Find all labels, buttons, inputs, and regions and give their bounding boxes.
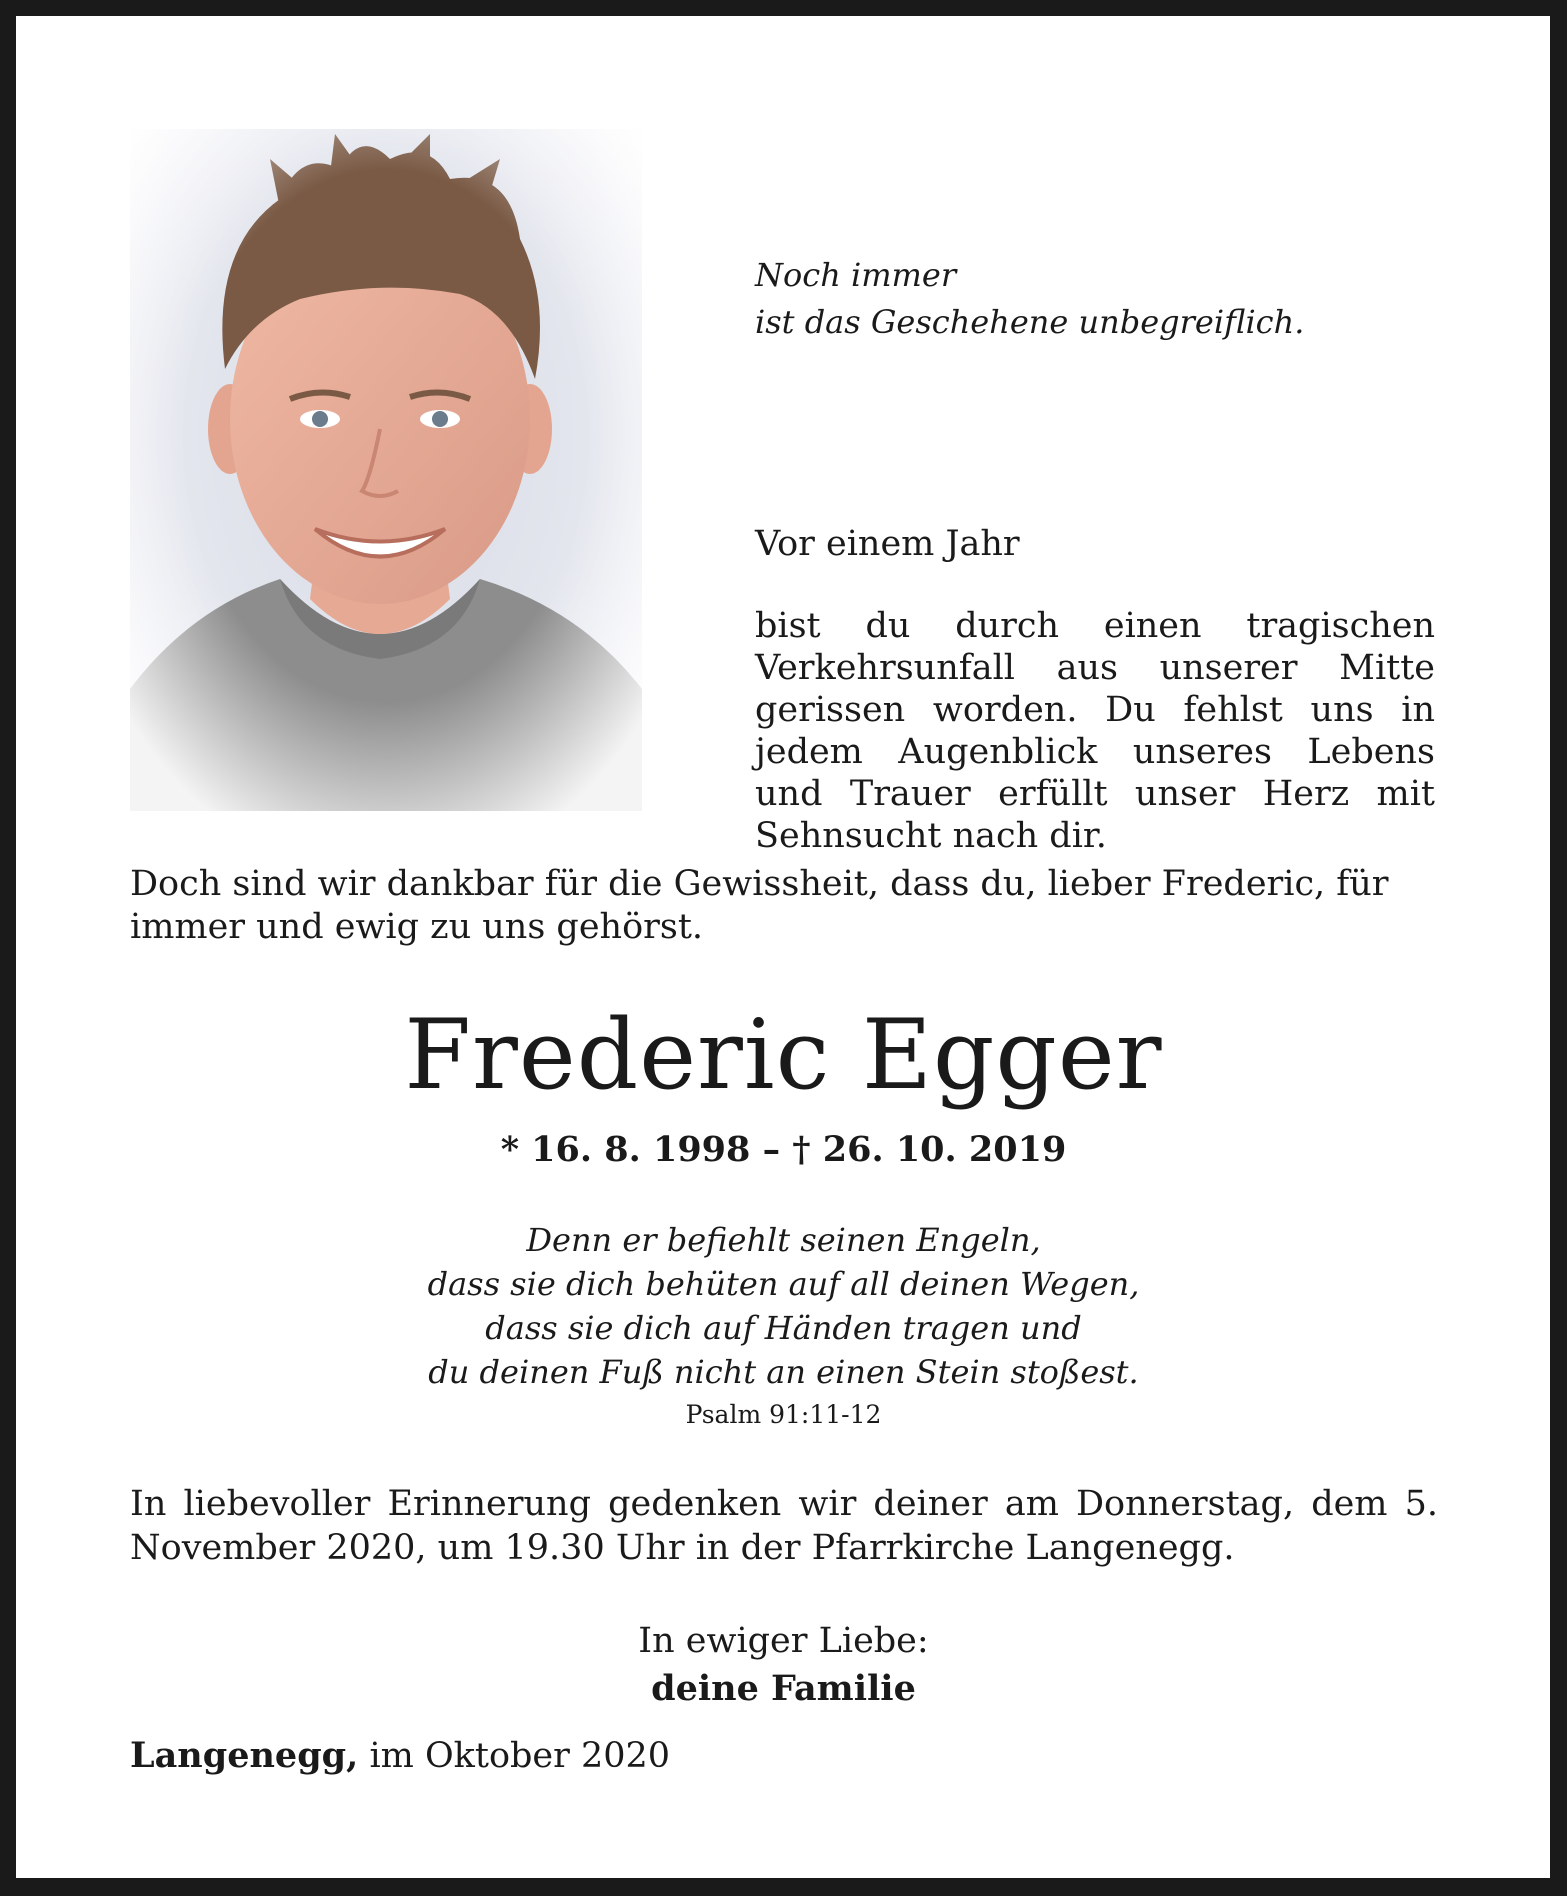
- intro-quote-line: ist das Geschehene unbegreiflich.: [755, 303, 1305, 341]
- footer-place: Langenegg,: [130, 1735, 359, 1776]
- verse-line: dass sie dich auf Händen tragen und: [485, 1309, 1082, 1347]
- footer-date: im Oktober 2020: [369, 1736, 671, 1776]
- deceased-name: Frederic Egger: [404, 999, 1163, 1111]
- memorial-announcement: In liebevoller Erinnerung gedenken wir deiner am Donnerstag, dem 5. November 2020, um 19.30 Uhr in der Pfarrkirche Langenegg.: [130, 1484, 1438, 1568]
- bible-verse: [0, 1218, 1567, 1394]
- portrait-photo: [130, 129, 642, 811]
- verse-line: du deinen Fuß nicht an einen Stein stoßest.: [428, 1353, 1139, 1391]
- closing-line: In ewiger Liebe:: [638, 1621, 929, 1661]
- anniversary-heading: Vor einem Jahr: [755, 524, 1020, 564]
- verse-line: dass sie dich behüten auf all deinen Wegen,: [427, 1265, 1140, 1303]
- closing-block: [0, 1617, 1567, 1713]
- signature: deine Familie: [651, 1668, 916, 1709]
- portrait-illustration: [130, 129, 642, 811]
- gratitude-text: Doch sind wir dankbar für die Gewissheit, dass du, lieber Frederic, für immer und ewig zu uns gehörst.: [130, 864, 1389, 947]
- life-dates: * 16. 8. 1998 – † 26. 10. 2019: [500, 1129, 1067, 1170]
- verse-source: Psalm 91:11-12: [685, 1400, 882, 1429]
- intro-quote: [755, 252, 1304, 346]
- anniversary-text: bist du durch einen tragischen Verkehrsunfall aus unserer Mitte gerissen worden. Du fehlst uns in jedem Augenblick unseres Lebens und Trauer erfüllt unser Herz mit Sehnsucht nach dir.: [755, 606, 1435, 856]
- verse-line: Denn er befiehlt seinen Engeln,: [526, 1221, 1041, 1259]
- place-date-footer: [130, 1732, 670, 1780]
- intro-quote-line: Noch immer: [755, 256, 957, 294]
